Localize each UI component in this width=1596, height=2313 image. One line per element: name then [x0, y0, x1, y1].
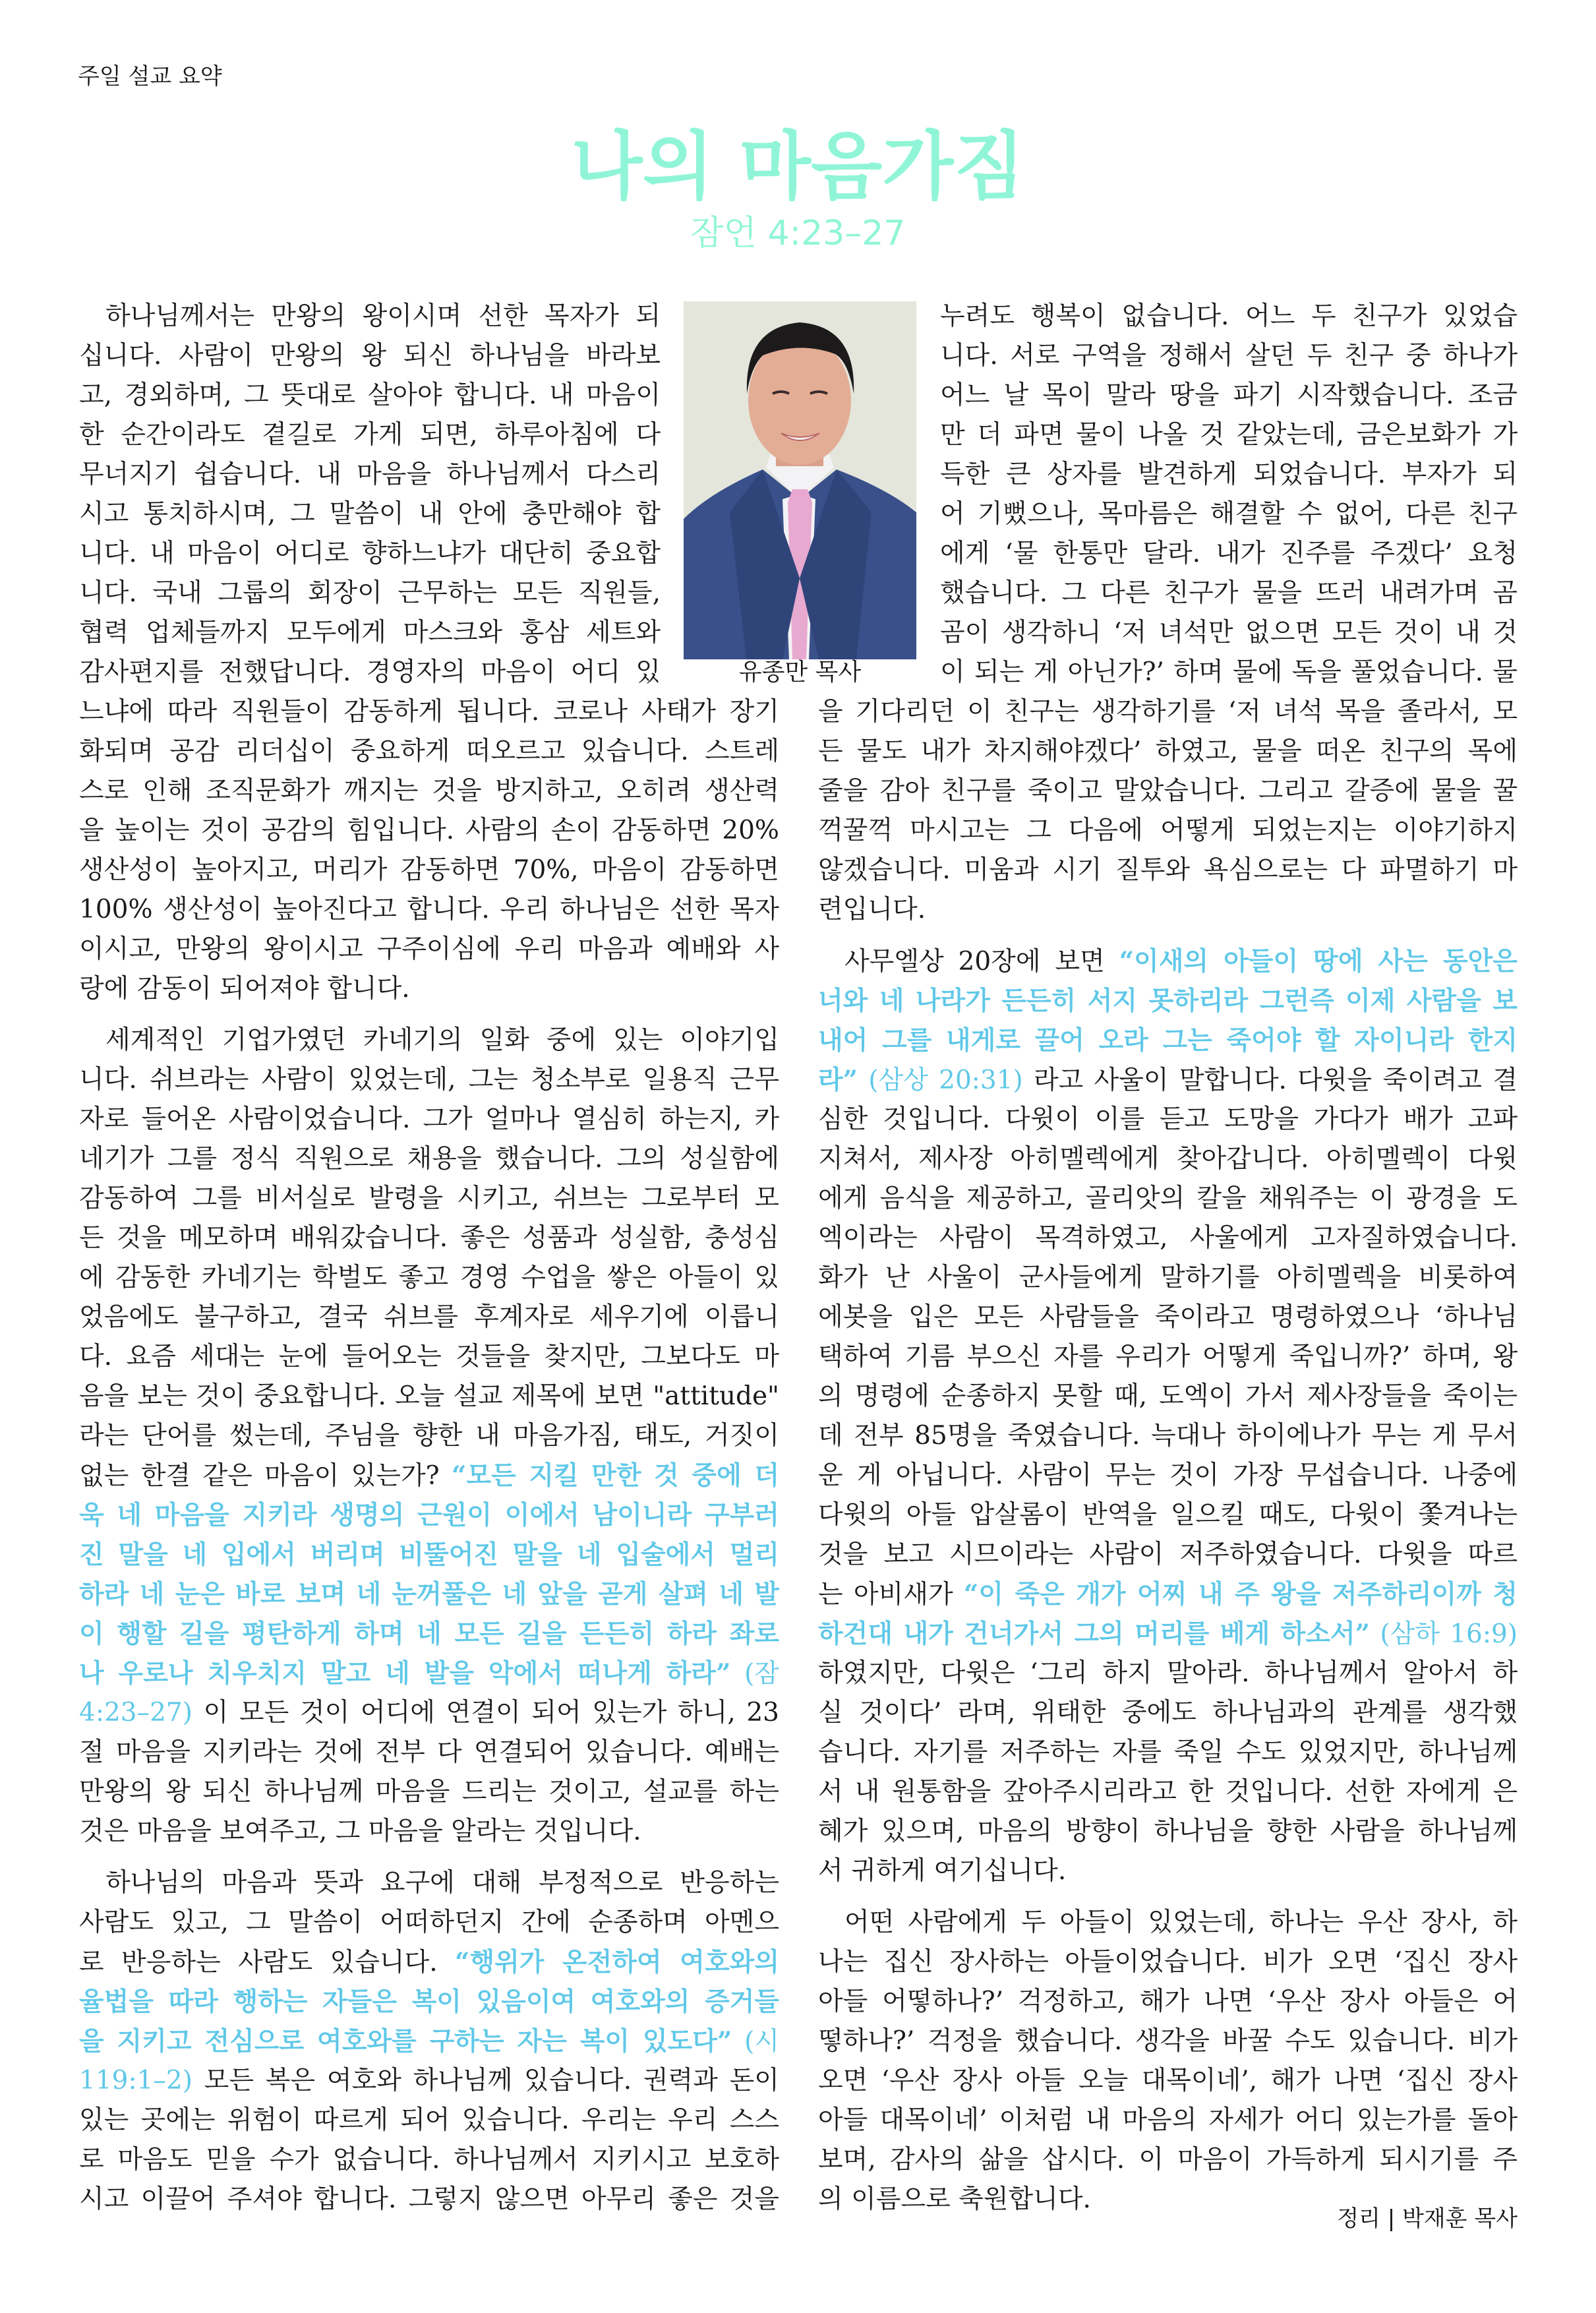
text-line [79, 1654, 779, 1693]
text-line [79, 613, 661, 653]
scripture-quote: “모든 지킬 만한 것 중에 더 [451, 1460, 779, 1491]
text-line [79, 1942, 779, 1982]
body-text: 스로 인해 조직문화가 깨지는 것을 방지하고, 오히려 생산력 [79, 776, 779, 806]
body-text: 을 기다리던 이 친구는 생각하기를 ‘저 녀석 목을 졸라서, 모 [818, 697, 1518, 727]
scripture-quote: 율법을 따라 행하는 자들은 복이 있음이여 여호와의 증거들 [79, 1987, 779, 2017]
body-text: 나는 집신 장사하는 아들이었습니다. 비가 오면 ‘집신 장사 [818, 1947, 1518, 1977]
body-text: 시고 이끌어 주셔야 합니다. 그렇지 않으면 아무리 좋은 것을 [79, 2184, 779, 2214]
scripture-quote: (잠 [730, 1659, 779, 1689]
body-text: 지쳐서, 제사장 아히멜렉에게 찾아갑니다. 아히멜렉이 다윗 [818, 1144, 1518, 1174]
text-line [79, 2022, 779, 2061]
text-line [79, 2061, 779, 2101]
body-text: 고, 경외하며, 그 뜻대로 살아야 합니다. 내 마음이 [79, 380, 661, 410]
body-text: 어느 날 목이 말라 땅을 파기 시작했습니다. 조금 [940, 380, 1518, 410]
body-text: 습니다. 자기를 저주하는 자를 죽일 수도 있었지만, 하나님께 [818, 1737, 1518, 1767]
text-line [79, 692, 779, 732]
text-line [79, 1258, 779, 1298]
body-text: 는 아비새가 [818, 1580, 964, 1609]
body-text: 느냐에 따라 직원들이 감동하게 됩니다. 코로나 사태가 장기 [79, 697, 779, 727]
text-line [79, 653, 661, 692]
body-text: 아들 대목이네’ 이처럼 내 마음의 자세가 어디 있는가를 돌아 [818, 2105, 1518, 2135]
body-text: 세계적인 기업가였던 카네기의 일화 중에 있는 이야기입 [105, 1025, 779, 1055]
text-line [79, 2180, 779, 2219]
photo-caption: 유종만 목사 [738, 659, 862, 686]
text-line [844, 1903, 1518, 1942]
text-line [818, 2061, 1518, 2101]
text-line [79, 1416, 779, 1456]
body-text: 것을 보고 시므이라는 사람이 저주하였습니다. 다윗을 따르 [818, 1540, 1518, 1569]
body-text: 서 귀하게 여기십니다. [818, 1856, 1067, 1886]
body-text: 에게 음식을 제공하고, 골리앗의 칼을 채워주는 이 광경을 도 [818, 1184, 1518, 1213]
text-line [818, 1614, 1518, 1654]
text-line [79, 455, 661, 495]
text-line [79, 336, 661, 376]
text-line [79, 1982, 779, 2022]
text-line [818, 1693, 1518, 1733]
text-line [79, 1060, 779, 1100]
body-text: 어떤 사람에게 두 아들이 있었는데, 하나는 우산 장사, 하 [844, 1907, 1518, 1937]
text-line [818, 811, 1518, 851]
scripture-quote: 하라 네 눈은 바로 보며 네 눈꺼풀은 네 앞을 곧게 살펴 네 발 [79, 1579, 779, 1609]
body-text: 줄을 감아 친구를 죽이고 말았습니다. 그리고 갈증에 물을 꿀 [818, 776, 1518, 806]
text-line [818, 1337, 1518, 1377]
body-text: 택하여 기름 부으신 자를 우리가 어떻게 죽입니까?’ 하며, 왕 [818, 1342, 1518, 1371]
body-text: 십니다. 사람이 만왕의 왕 되신 하나님을 바라보 [79, 341, 661, 371]
text-line [940, 297, 1518, 336]
scripture-quote: 이 행할 길을 평탄하게 하며 네 모든 길을 든든히 하라 좌로 [79, 1619, 779, 1649]
text-line [79, 2101, 779, 2140]
scripture-quote: 나 우로나 치우치지 말고 네 발을 악에서 떠나게 하라” [79, 1658, 731, 1689]
body-text: 든 물도 내가 차지해야겠다’ 하였고, 물을 떠온 친구의 목에 [818, 736, 1518, 766]
body-text: 하였지만, 다윗은 ‘그리 하지 말아라. 하나님께서 알아서 하 [818, 1658, 1518, 1688]
body-text: 니다. 국내 그룹의 회장이 근무하는 모든 직원들, [79, 578, 661, 608]
body-text: 었음에도 불구하고, 결국 쉬브를 후계자로 세우기에 이릅니 [79, 1302, 779, 1332]
scripture-quote: 4:23–27) [79, 1698, 192, 1727]
text-line [818, 1942, 1518, 1982]
scripture-quote: 하건대 내가 건너가서 그의 머리를 베게 하소서” [818, 1619, 1371, 1649]
body-text: 모든 복은 여호와 하나님께 있습니다. 권력과 돈이 [192, 2066, 779, 2095]
text-line [818, 1772, 1518, 1812]
text-line [79, 376, 661, 415]
text-line [818, 851, 1518, 890]
body-text: 련입니다. [818, 895, 926, 924]
text-line [79, 1139, 779, 1179]
text-line [940, 415, 1518, 455]
body-text: 든 것을 메모하며 배워갔습니다. 좋은 성품과 성실함, 충성심 [79, 1223, 779, 1253]
text-line [818, 1060, 1518, 1100]
text-line [79, 1179, 779, 1218]
text-line [79, 1535, 779, 1575]
scripture-quote: (시 [732, 2027, 779, 2057]
text-line [79, 1377, 779, 1416]
scripture-quote: “이새의 아들이 땅에 사는 동안은 [1119, 946, 1518, 976]
body-text: 라고 사울이 말합니다. 다윗을 죽이려고 결 [1022, 1066, 1518, 1095]
text-line [79, 1337, 779, 1377]
scripture-quote: (삼하 16:9) [1370, 1619, 1518, 1649]
text-line [79, 890, 779, 930]
pastor-portrait-image [684, 301, 916, 659]
text-line [940, 455, 1518, 495]
text-line [940, 534, 1518, 574]
body-text: 어 기뻤으나, 목마름은 해결할 수 없어, 다른 친구 [940, 499, 1518, 529]
text-line [79, 969, 779, 1009]
text-line [79, 811, 779, 851]
scripture-quote: 진 말을 네 입에서 버리며 비뚤어진 말을 네 입술에서 멀리 [79, 1540, 779, 1570]
body-text: 다윗의 아들 압살롬이 반역을 일으킬 때도, 다윗이 쫓겨나는 [818, 1500, 1518, 1530]
scripture-quote: (삼상 20:31) [858, 1066, 1023, 1095]
text-line [818, 1812, 1518, 1851]
text-line [79, 415, 661, 455]
body-text: 않겠습니다. 미움과 시기 질투와 욕심으로는 다 파멸하기 마 [818, 855, 1518, 885]
text-line [818, 1100, 1518, 1139]
section-label: 주일 설교 요약 [78, 63, 222, 90]
body-text: 에봇을 입은 모든 사람들을 죽이라고 명령하였으나 ‘하나님 [818, 1302, 1518, 1332]
text-line [818, 692, 1518, 732]
text-line [79, 771, 779, 811]
body-text: 없는 한결 같은 마음이 있는가? [79, 1461, 452, 1491]
text-line [79, 1693, 779, 1733]
body-text: 랑에 감동이 되어져야 합니다. [79, 974, 410, 1004]
body-text: 보며, 감사의 삶을 삽시다. 이 마음이 가득하게 되시기를 주 [818, 2145, 1518, 2175]
text-line [79, 2140, 779, 2180]
text-line [818, 1456, 1518, 1495]
body-text: 다. 요즘 세대는 눈에 들어오는 것들을 찾지만, 그보다도 마 [79, 1342, 779, 1371]
text-line [940, 653, 1518, 692]
scripture-quote: “이 죽은 개가 어찌 내 주 왕을 저주하리이까 청 [963, 1579, 1518, 1609]
scripture-reference: 잠언 4:23–27 [690, 214, 906, 253]
body-text: 니다. 쉬브라는 사람이 있었는데, 그는 청소부로 일용직 근무 [79, 1065, 779, 1095]
text-line [79, 1812, 779, 1851]
text-line [818, 1298, 1518, 1337]
text-line [818, 1179, 1518, 1218]
body-text: 100% 생산성이 높아진다고 합니다. 우리 하나님은 선한 목자 [79, 895, 779, 924]
text-line [940, 495, 1518, 534]
text-line [818, 1575, 1518, 1614]
text-line [940, 574, 1518, 613]
body-text: 심한 것입니다. 다윗이 이를 듣고 도망을 가다가 배가 고파 [818, 1104, 1518, 1134]
body-text: 누려도 행복이 없습니다. 어느 두 친구가 있었습 [940, 301, 1518, 331]
text-line [818, 732, 1518, 771]
body-text: 로 마음도 믿을 수가 없습니다. 하나님께서 지키시고 보호하 [79, 2145, 779, 2175]
text-line [79, 1903, 779, 1942]
body-text: 데 전부 85명을 죽였습니다. 늑대나 하이에나가 무는 게 무서 [818, 1421, 1518, 1451]
text-line [79, 574, 661, 613]
body-text: 오면 ‘우산 장사 아들 오늘 대목이네’, 해가 나면 ‘집신 장사 [818, 2066, 1518, 2095]
body-text: 만 더 파면 물이 나올 것 같았는데, 금은보화가 가 [940, 420, 1518, 450]
text-line [79, 1218, 779, 1258]
text-line [818, 1139, 1518, 1179]
text-line [940, 613, 1518, 653]
pastor-photo [684, 301, 916, 659]
body-text: 감동하여 그를 비서실로 발령을 시키고, 쉬브는 그로부터 모 [79, 1184, 779, 1213]
text-line [818, 1982, 1518, 2022]
body-text: 니다. 내 마음이 어디로 향하느냐가 대단히 중요합 [79, 539, 661, 568]
body-text: 하나님께서는 만왕의 왕이시며 선한 목자가 되 [105, 301, 661, 331]
body-text: 감사편지를 전했답니다. 경영자의 마음이 어디 있 [79, 657, 661, 687]
text-line [940, 336, 1518, 376]
body-text: 의 이름으로 축원합니다. [818, 2184, 1091, 2214]
body-text: 사람도 있고, 그 말씀이 어떠하던지 간에 순종하며 아멘으 [79, 1907, 779, 1937]
body-text: 음을 보는 것이 중요합니다. 오늘 설교 제목에 보면 "attitude" [79, 1381, 779, 1411]
body-text: 생산성이 높아지고, 머리가 감동하면 70%, 마음이 감동하면 [79, 855, 779, 885]
body-text: 이시고, 만왕의 왕이시고 구주이심에 우리 마음과 예배와 사 [79, 934, 779, 964]
body-text: 서 내 원통함을 갚아주시리라고 한 것입니다. 선한 자에게 은 [818, 1777, 1518, 1807]
body-text: 에게 ‘물 한통만 달라. 내가 진주를 주겠다’ 요청 [940, 539, 1518, 568]
text-line [79, 732, 779, 771]
text-line [818, 1654, 1518, 1693]
body-text: 득한 큰 상자를 발견하게 되었습니다. 부자가 되 [940, 460, 1518, 489]
text-line [105, 1021, 779, 1060]
body-text: 한 순간이라도 곁길로 가게 되면, 하루아침에 다 [79, 420, 661, 450]
body-text: 아들 어떻하나?’ 걱정하고, 해가 나면 ‘우산 장사 아들은 어 [818, 1987, 1518, 2016]
scripture-quote: 욱 네 마음을 지키라 생명의 근원이 이에서 남이니라 구부러 [79, 1500, 779, 1530]
body-text: 네기가 그를 정식 직원으로 채용을 했습니다. 그의 성실함에 [79, 1144, 779, 1174]
text-line [79, 1298, 779, 1337]
body-text: 곰이 생각하니 ‘저 녀석만 없으면 모든 것이 내 것 [940, 618, 1518, 647]
text-line [818, 1377, 1518, 1416]
text-line [818, 1021, 1518, 1060]
text-line [105, 1863, 779, 1903]
text-line [818, 1495, 1518, 1535]
text-line [105, 297, 661, 336]
body-text: 사무엘상 20장에 보면 [844, 947, 1119, 976]
body-text: 실 것이다’ 라며, 위태한 중에도 하나님과의 관계를 생각했 [818, 1698, 1518, 1727]
text-line [79, 930, 779, 969]
body-text: 니다. 서로 구역을 정해서 살던 두 친구 중 하나가 [940, 341, 1518, 371]
body-text: 것은 마음을 보여주고, 그 마음을 알라는 것입니다. [79, 1817, 641, 1846]
body-text: 무너지기 쉽습니다. 내 마음을 하나님께서 다스리 [79, 460, 661, 489]
text-line [79, 1772, 779, 1812]
text-line [818, 1258, 1518, 1298]
scripture-quote: 라” [818, 1065, 858, 1095]
text-line [79, 495, 661, 534]
scripture-quote: “행위가 온전하여 여호와의 [455, 1947, 779, 1977]
text-line [79, 1456, 779, 1495]
body-text: 만왕의 왕 되신 하나님께 마음을 드리는 것이고, 설교를 하는 [79, 1777, 779, 1807]
text-line [79, 1614, 779, 1654]
body-text: 화가 난 사울이 군사들에게 말하기를 아히멜렉을 비롯하여 [818, 1263, 1518, 1292]
body-text: 엑이라는 사람이 목격하였고, 사울에게 고자질하였습니다. [818, 1223, 1518, 1253]
scripture-quote: 을 지키고 전심으로 여호와를 구하는 자는 복이 있도다” [79, 2026, 732, 2057]
text-line [818, 1416, 1518, 1456]
body-text: 혜가 있으며, 마음의 방향이 하나님을 향한 사람을 하나님께 [818, 1817, 1518, 1846]
scripture-quote: 너와 네 나라가 든든히 서지 못하리라 그런즉 이제 사람을 보 [818, 986, 1518, 1016]
article-title: 나의 마음가짐 [571, 124, 1025, 210]
credit-line: 정리 | 박재훈 목사 [1337, 2206, 1518, 2232]
text-line [79, 1733, 779, 1772]
body-text: 떻하나?’ 걱정을 했습니다. 생각을 바꿀 수도 있습니다. 비가 [818, 2026, 1518, 2056]
body-text: 운 게 아닙니다. 사람이 무는 것이 가장 무섭습니다. 나중에 [818, 1460, 1518, 1490]
body-text: 이 모든 것이 어디에 연결이 되어 있는가 하니, 23 [192, 1698, 779, 1727]
text-line [940, 376, 1518, 415]
text-line [79, 851, 779, 890]
body-text: 있는 곳에는 위험이 따르게 되어 있습니다. 우리는 우리 스스 [79, 2105, 779, 2135]
text-line [79, 1100, 779, 1139]
text-line [818, 2140, 1518, 2180]
text-line [818, 2101, 1518, 2140]
text-line [79, 534, 661, 574]
body-text: 의 명령에 순종하지 못할 때, 도엑이 가서 제사장들을 죽이는 [818, 1381, 1518, 1411]
body-text: 에 감동한 카네기는 학벌도 좋고 경영 수업을 쌓은 아들이 있 [79, 1263, 779, 1292]
scripture-quote: 내어 그를 내게로 끌어 오라 그는 죽어야 할 자이니라 한지 [818, 1025, 1518, 1056]
body-text: 시고 통치하시며, 그 말씀이 내 안에 충만해야 합 [79, 499, 661, 529]
body-text: 이 되는 게 아닌가?’ 하며 물에 독을 풀었습니다. 물 [940, 657, 1518, 687]
body-text: 꺽꿀꺽 마시고는 그 다음에 어떻게 되었는지는 이야기하지 [818, 816, 1518, 845]
text-line [818, 1733, 1518, 1772]
body-text: 자로 들어온 사람이었습니다. 그가 얼마나 열심히 하는지, 카 [79, 1104, 779, 1134]
body-text: 라는 단어를 썼는데, 주님을 향한 내 마음가짐, 태도, 거짓이 [79, 1421, 779, 1451]
body-text: 을 높이는 것이 공감의 힘입니다. 사람의 손이 감동하면 20% [79, 816, 779, 845]
text-line [818, 890, 1518, 930]
text-line [818, 981, 1518, 1021]
body-text: 했습니다. 그 다른 친구가 물을 뜨러 내려가며 곰 [940, 578, 1518, 608]
body-text: 협력 업체들까지 모두에게 마스크와 홍삼 세트와 [79, 618, 661, 647]
text-line [818, 2022, 1518, 2061]
body-text: 화되며 공감 리더십이 중요하게 떠오르고 있습니다. 스트레 [79, 736, 779, 766]
body-text: 로 반응하는 사람도 있습니다. [79, 1948, 456, 1977]
body-text: 절 마음을 지키라는 것에 전부 다 연결되어 있습니다. 예배는 [79, 1737, 779, 1767]
text-line [844, 942, 1518, 981]
text-line [818, 1851, 1518, 1891]
text-line [79, 1575, 779, 1614]
body-text: 하나님의 마음과 뜻과 요구에 대해 부정적으로 반응하는 [105, 1868, 779, 1898]
text-line [818, 771, 1518, 811]
text-line [818, 1535, 1518, 1575]
scripture-quote: 119:1–2) [79, 2066, 192, 2095]
text-line [79, 1495, 779, 1535]
text-line [818, 1218, 1518, 1258]
